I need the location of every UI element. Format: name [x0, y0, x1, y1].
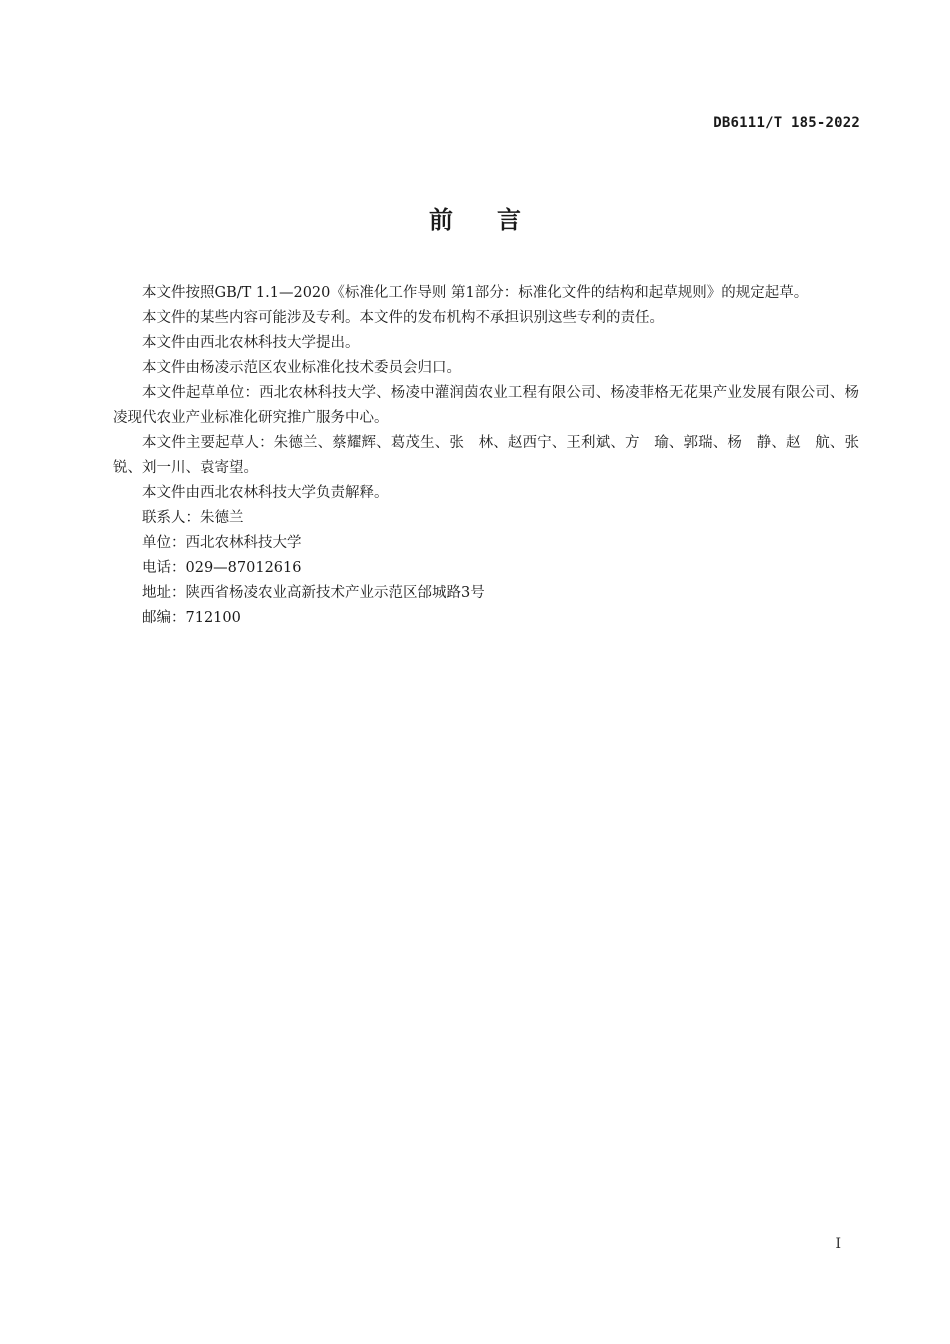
- paragraph-drafters: 本文件主要起草人：朱德兰、蔡耀辉、葛茂生、张 林、赵西宁、王利斌、方 瑜、郭瑞、杨 静、赵 航、张 锐、刘一川、袁寄望。: [113, 435, 874, 476]
- paragraph-committee: 本文件由杨凌示范区农业标准化技术委员会归口。: [142, 360, 461, 376]
- paragraph-drafting-units: 本文件起草单位：西北农林科技大学、杨凌中灌润茵农业工程有限公司、杨凌菲格无花果产业发展有限公司、杨凌现代农业产业标准化研究推广服务中心。: [113, 385, 859, 426]
- contact-postcode: 邮编：712100: [142, 610, 241, 626]
- paragraph-drafting-basis: 本文件按照GB/T 1.1—2020《标准化工作导则 第1部分：标准化文件的结构和起草规则》的规定起草。: [142, 285, 809, 301]
- page-number: I: [835, 1236, 841, 1252]
- paragraph-proposer: 本文件由西北农林科技大学提出。: [142, 335, 360, 351]
- page-title: 前言: [429, 206, 565, 234]
- paragraph-interpretation: 本文件由西北农林科技大学负责解释。: [142, 485, 389, 501]
- preface-body: [113, 281, 874, 631]
- contact-phone: 电话：029—87012616: [142, 560, 302, 576]
- contact-person: 联系人：朱德兰: [142, 510, 244, 526]
- contact-unit: 单位：西北农林科技大学: [142, 535, 302, 551]
- paragraph-patent-notice: 本文件的某些内容可能涉及专利。本文件的发布机构不承担识别这些专利的责任。: [142, 310, 664, 326]
- document-code: DB6111/T 185-2022: [713, 115, 860, 131]
- contact-address: 地址：陕西省杨凌农业高新技术产业示范区邰城路3号: [142, 585, 485, 601]
